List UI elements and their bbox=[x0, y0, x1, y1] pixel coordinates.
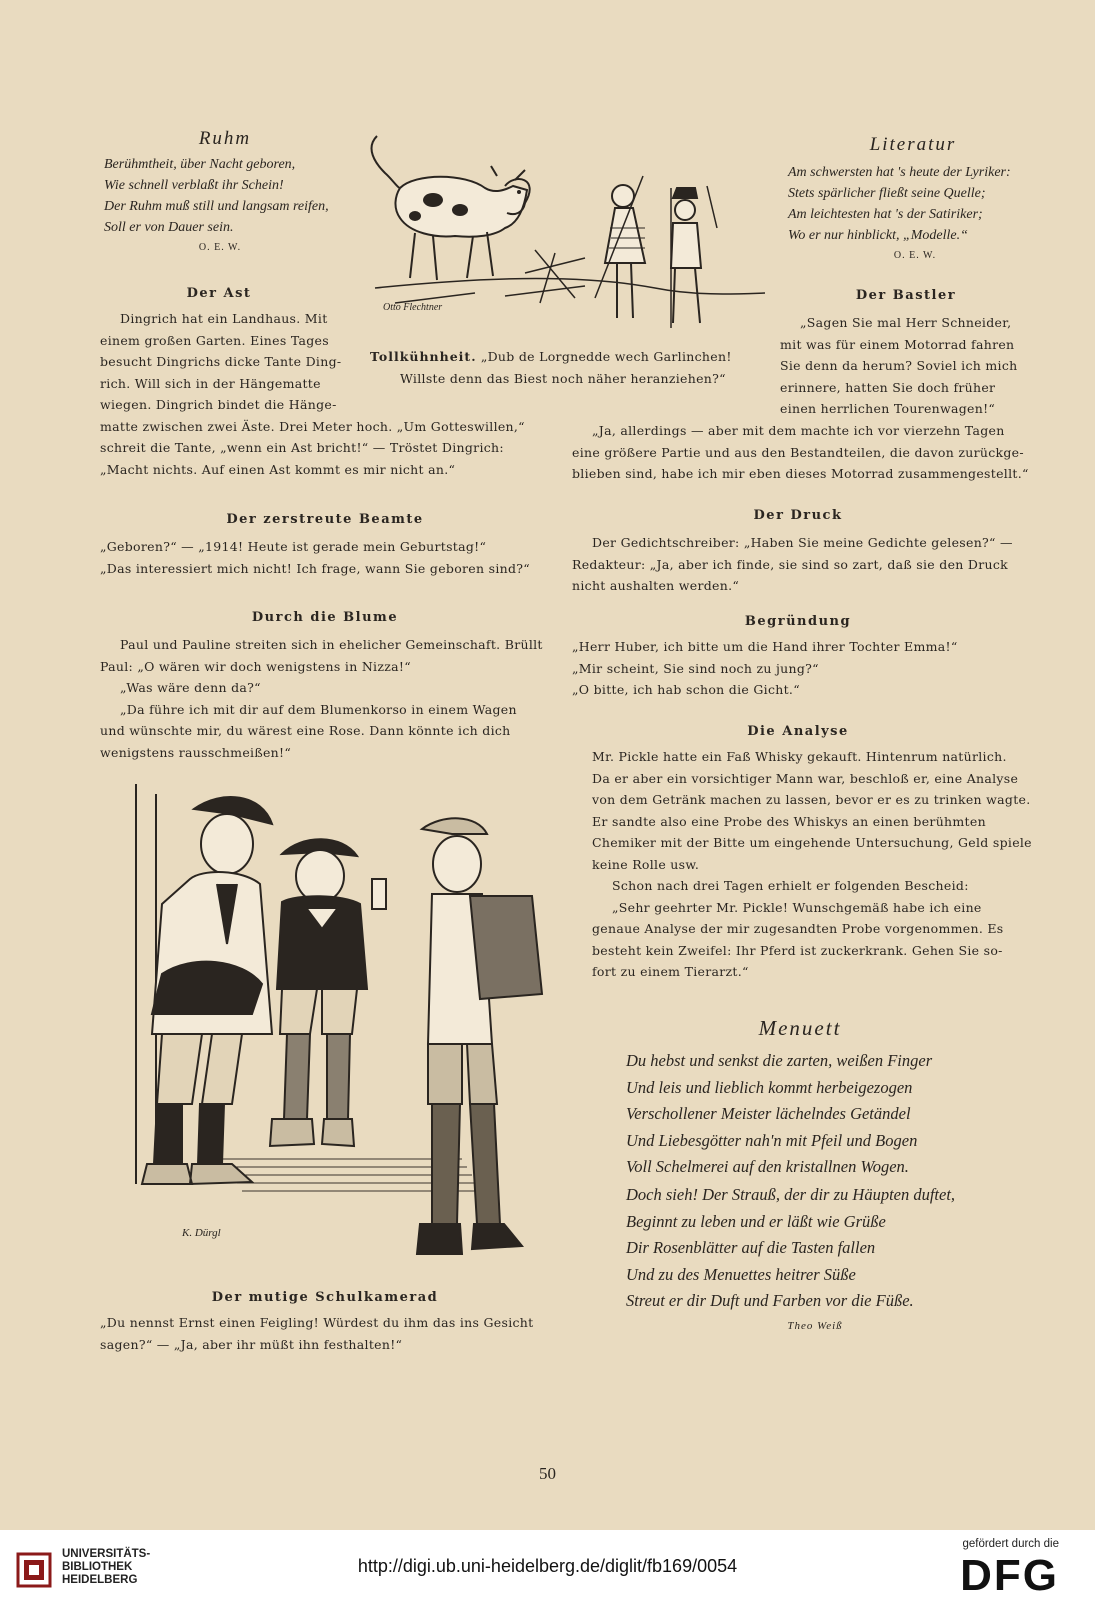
analyse-line: Da er aber ein vorsichtiger Mann war, beschloß er, eine Analyse bbox=[592, 770, 1019, 786]
druck-text bbox=[572, 532, 1013, 597]
blume-line: Paul: „O wären wir doch wenigstens in Nizza!“ bbox=[100, 658, 411, 674]
page-number: 50 bbox=[539, 1464, 556, 1483]
analyse-line: Chemiker mit der Bitte um eingehende Untersuchung, Geld spiele bbox=[592, 835, 1032, 850]
ast-line: matte zwischen zwei Äste. Drei Meter hoch. „Um Gotteswillen,“ bbox=[100, 418, 525, 434]
literatur-line: Wo er nur hinblickt, „Modelle.“ bbox=[788, 228, 968, 243]
library-name-line: UNIVERSITÄTS- bbox=[62, 1548, 151, 1560]
menuett-line: Beginnt zu leben und er läßt wie Grüße bbox=[626, 1211, 886, 1231]
top-caption-line: Willste denn das Biest noch näher heranziehen?“ bbox=[400, 370, 726, 386]
menuett-title: Menuett bbox=[758, 1016, 842, 1040]
beamte-heading: Der zerstreute Beamte bbox=[226, 512, 424, 527]
analyse-line: fort zu einem Tierarzt.“ bbox=[592, 964, 749, 979]
literatur-line: Am schwersten hat 's heute der Lyriker: bbox=[788, 165, 1011, 180]
analyse-line: genaue Analyse der mir zugesandten Probe vorgenommen. Es bbox=[592, 921, 1004, 936]
beamte-line: „Das interessiert mich nicht! Ich frage, wann Sie geboren sind?“ bbox=[100, 560, 530, 576]
literatur-title: Literatur bbox=[869, 134, 957, 155]
menuett-line: Dir Rosenblätter auf die Tasten fallen bbox=[626, 1238, 876, 1257]
menuett-line: Streut er dir Duft und Farben vor die Füße. bbox=[626, 1291, 914, 1310]
druck-line: Der Gedichtschreiber: „Haben Sie meine Gedichte gelesen?“ — bbox=[592, 535, 1013, 550]
menuett-line: Doch sieh! Der Strauß, der dir zu Häupten duftet, bbox=[626, 1185, 956, 1204]
bastler-heading: Der Bastler bbox=[855, 288, 957, 303]
literatur-line: Am leichtesten hat 's der Satiriker; bbox=[788, 207, 983, 222]
schulkamerad-line: „Du nennst Ernst einen Feigling! Würdest du ihm das ins Gesicht bbox=[100, 1315, 534, 1330]
bastler-line: mit was für einem Motorrad fahren bbox=[780, 336, 1015, 352]
top-caption-title: Tollkühnheit. bbox=[370, 349, 477, 364]
blume-line: wenigstens rausschmeißen!“ bbox=[100, 744, 292, 760]
druck-heading: Der Druck bbox=[753, 508, 843, 523]
schulkamerad-line: sagen?“ — „Ja, aber ihr müßt ihn festhalten!“ bbox=[100, 1336, 403, 1352]
menuett-line: Und zu des Menuettes heitrer Süße bbox=[626, 1264, 856, 1284]
bastler-line: einen herrlichen Tourenwagen!“ bbox=[780, 401, 996, 416]
ruhm-line: Der Ruhm muß still und langsam reifen, bbox=[104, 199, 329, 214]
library-name-line: HEIDELBERG bbox=[62, 1574, 138, 1586]
analyse-text bbox=[592, 746, 1032, 983]
menuett-stanza-1 bbox=[626, 1048, 932, 1181]
ast-line: wiegen. Dingrich bindet die Hänge- bbox=[100, 397, 337, 412]
menuett-line: Verschollener Meister lächelndes Getändel bbox=[626, 1104, 911, 1123]
blume-line: und wünschte mir, du wärest eine Rose. Dann könnte ich dich bbox=[100, 723, 511, 738]
menuett-stanza-2 bbox=[626, 1182, 955, 1315]
analyse-line: Mr. Pickle hatte ein Faß Whisky gekauft. Hintenrum natürlich. bbox=[592, 749, 1007, 764]
beamte-line: „Geboren?“ — „1914! Heute ist gerade mein Geburtstag!“ bbox=[100, 539, 487, 554]
menuett-author: Theo Weiß bbox=[787, 1320, 843, 1332]
literatur-author: O. E. W. bbox=[893, 250, 937, 261]
dfg-label: gefördert durch die bbox=[962, 1538, 1059, 1550]
ruhm-line: Soll er von Dauer sein. bbox=[104, 220, 234, 235]
dfg-logo: DFG bbox=[960, 1551, 1059, 1600]
blume-line: „Da führe ich mit dir auf dem Blumenkorso in einem Wagen bbox=[120, 701, 517, 717]
ruhm-author: O. E. W. bbox=[198, 242, 242, 253]
cow-couple-illustration bbox=[355, 128, 775, 333]
ruhm-poem bbox=[104, 154, 329, 238]
ast-line: rich. Will sich in der Hängematte bbox=[100, 375, 321, 391]
bottom-cartoon-signature: K. Dürgl bbox=[182, 1227, 221, 1239]
literatur-poem bbox=[788, 162, 1011, 246]
ast-line: „Macht nichts. Auf einen Ast kommt es mir nicht an.“ bbox=[100, 461, 456, 477]
menuett-line: Du hebst und senkst die zarten, weißen Finger bbox=[626, 1051, 933, 1070]
analyse-heading: Die Analyse bbox=[747, 724, 849, 739]
bastler-line: „Sagen Sie mal Herr Schneider, bbox=[800, 315, 1012, 330]
begruendung-text bbox=[572, 636, 958, 701]
blume-text bbox=[100, 634, 543, 763]
bastler-text-upper bbox=[780, 312, 1017, 420]
begruendung-heading: Begründung bbox=[744, 614, 852, 629]
bastler-line: blieben sind, habe ich mir eben dieses Motorrad zusammengestellt.“ bbox=[572, 466, 1029, 481]
bastler-text-lower bbox=[572, 420, 1029, 485]
ruhm-line: Wie schnell verblaßt ihr Schein! bbox=[104, 178, 284, 193]
analyse-line: Er sandte also eine Probe des Whiskys an einen berühmten bbox=[592, 813, 986, 829]
ast-line: schreit die Tante, „wenn ein Ast bricht!“ — Tröstet Dingrich: bbox=[100, 440, 504, 455]
menuett-line: Und leis und lieblich kommt herbeigezogen bbox=[626, 1077, 913, 1097]
bastler-line: erinnere, hatten Sie doch früher bbox=[780, 379, 996, 395]
bastler-line: Sie denn da herum? Soviel ich mich bbox=[780, 358, 1018, 373]
top-caption-line: „Dub de Lorgnedde wech Garlinchen! bbox=[480, 349, 732, 364]
begruendung-line: „Mir scheint, Sie sind noch zu jung?“ bbox=[572, 660, 819, 676]
begruendung-line: „Herr Huber, ich bitte um die Hand ihrer Tochter Emma!“ bbox=[572, 639, 958, 654]
druck-line: Redakteur: „Ja, aber ich finde, sie sind so zart, daß sie den Druck bbox=[572, 556, 1009, 572]
ruhm-line: Berühmtheit, über Nacht geboren, bbox=[104, 157, 296, 172]
footer-bar bbox=[0, 1530, 1095, 1604]
library-name-line: BIBLIOTHEK bbox=[62, 1561, 133, 1573]
permalink-url[interactable]: http://digi.ub.uni-heidelberg.de/diglit/fb169/0054 bbox=[357, 1556, 738, 1576]
literatur-line: Stets spärlicher fließt seine Quelle; bbox=[788, 186, 986, 201]
ast-line: besucht Dingrichs dicke Tante Ding- bbox=[100, 354, 342, 369]
druck-line: nicht aushalten werden.“ bbox=[572, 578, 740, 593]
blume-line: Paul und Pauline streiten sich in ehelicher Gemeinschaft. Brüllt bbox=[120, 637, 543, 652]
blume-heading: Durch die Blume bbox=[251, 610, 399, 625]
begruendung-line: „O bitte, ich hab schon die Gicht.“ bbox=[572, 682, 800, 697]
analyse-line: Schon nach drei Tagen erhielt er folgenden Bescheid: bbox=[612, 878, 969, 893]
schoolboys-illustration bbox=[132, 784, 552, 1264]
ast-line: Dingrich hat ein Landhaus. Mit bbox=[120, 311, 328, 326]
top-cartoon-signature: Otto Flechtner bbox=[383, 302, 443, 313]
top-cartoon-caption bbox=[370, 346, 732, 389]
ast-heading: Der Ast bbox=[186, 286, 252, 301]
schulkamerad-text bbox=[100, 1312, 533, 1355]
blume-line: „Was wäre denn da?“ bbox=[120, 680, 261, 695]
menuett-line: Voll Schelmerei auf den kristallnen Wogen. bbox=[626, 1157, 909, 1176]
schulkamerad-heading: Der mutige Schulkamerad bbox=[211, 1290, 439, 1305]
ast-line: einem großen Garten. Eines Tages bbox=[100, 332, 329, 348]
beamte-text bbox=[100, 536, 530, 579]
menuett-line: Und Liebesgötter nah'n mit Pfeil und Bogen bbox=[626, 1130, 918, 1150]
ruhm-title: Ruhm bbox=[198, 128, 252, 149]
analyse-line: keine Rolle usw. bbox=[592, 856, 700, 872]
analyse-line: „Sehr geehrter Mr. Pickle! Wunschgemäß habe ich eine bbox=[612, 899, 982, 915]
bastler-line: eine größere Partie und aus den Bestandteilen, die davon zurückge- bbox=[572, 444, 1024, 460]
analyse-line: besteht kein Zweifel: Ihr Pferd ist zuckerkrank. Gehen Sie so- bbox=[592, 942, 1003, 958]
analyse-line: von dem Getränk machen zu lassen, bevor er es zu trinken wagte. bbox=[592, 792, 1031, 807]
bastler-line: „Ja, allerdings — aber mit dem machte ich vor vierzehn Tagen bbox=[592, 423, 1005, 438]
